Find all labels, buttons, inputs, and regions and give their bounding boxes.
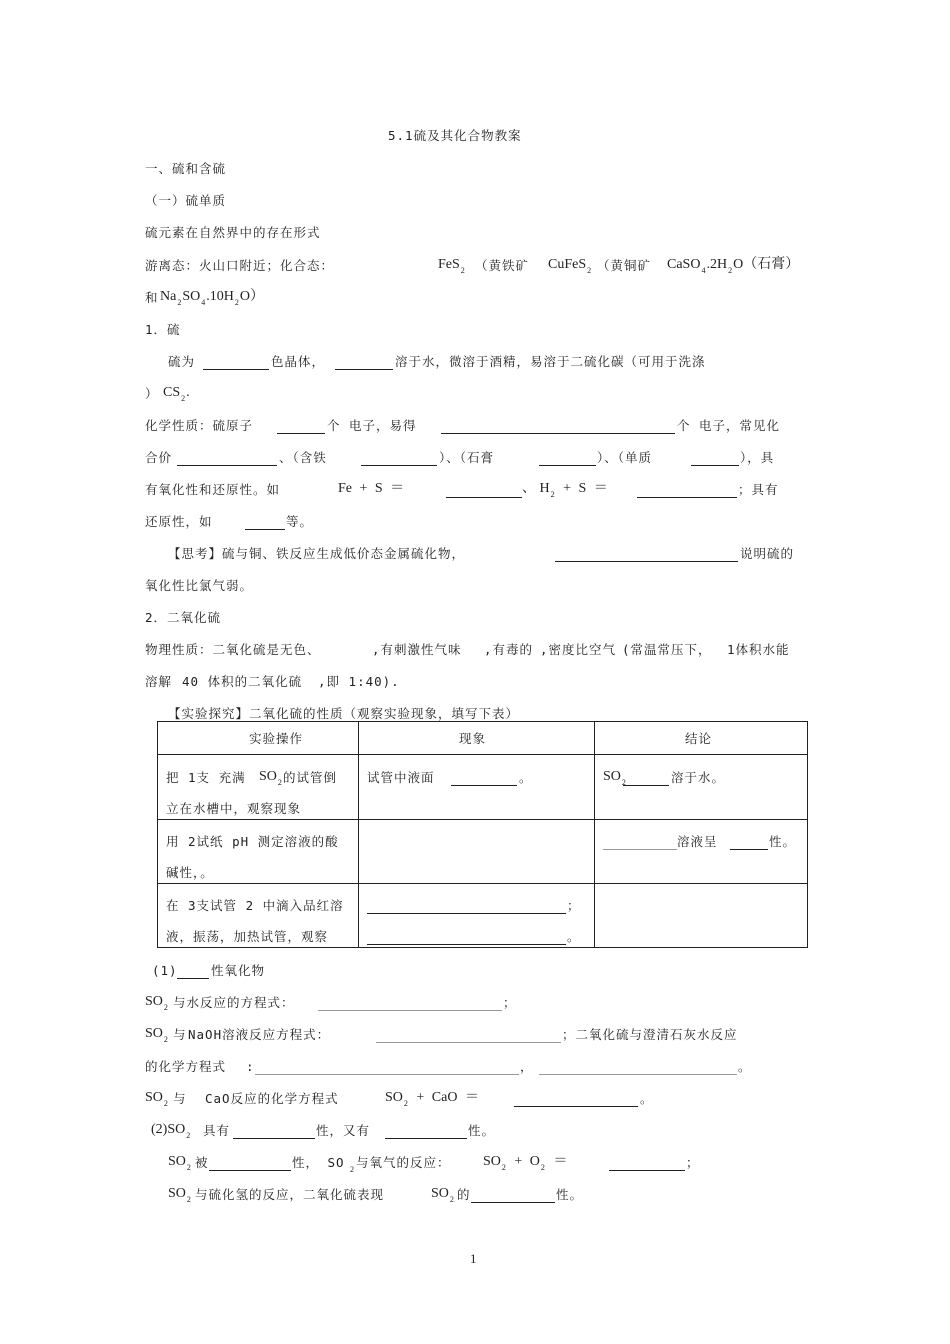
formula: $SO_2$ — [145, 1026, 168, 1044]
text-line: 1体积水能 — [727, 642, 790, 657]
fill-blank[interactable] — [691, 465, 739, 466]
text-line: $_2$与氧气的反应： — [350, 1155, 451, 1174]
text-line: 与 — [173, 1091, 187, 1106]
text-line: ；二氧化硫与澄清石灰水反应 — [562, 1027, 738, 1042]
text-line: 的化学方程式 — [145, 1059, 227, 1074]
fill-blank[interactable] — [367, 944, 566, 945]
text-line: 被 — [195, 1155, 209, 1170]
text-line: 与硫化氢的反应，二氧化硫表现 — [195, 1187, 385, 1202]
text-line: ， — [520, 1059, 534, 1074]
text-line: （黄铁矿 — [475, 258, 530, 273]
experiment-intro: 【实验探究】二氧化硫的性质（观察实验现象，填写下表） — [168, 706, 520, 721]
text-line: ,有刺激性气味 — [372, 642, 462, 657]
text-line: ,即 1:40). — [318, 674, 400, 689]
table-cell: 用 2试纸 pH 测定溶液的酸 碱性，。 — [158, 820, 359, 884]
text-line: 色晶体， — [271, 354, 326, 369]
table-row — [158, 755, 808, 820]
table-cell — [359, 820, 595, 884]
formula: $SO_2$ — [168, 1154, 191, 1172]
fill-blank[interactable] — [539, 1074, 737, 1075]
text-line: 游离态：火山口附近；化合态： — [145, 258, 335, 273]
text-line: 【思考】硫与铜、铁反应生成低价态金属硫化物， — [168, 546, 466, 561]
formula: FeS$_2$ — [438, 257, 465, 275]
formula: $CaSO_4.2H_2O$（石膏） — [667, 257, 800, 275]
text-line: ,有毒的 — [484, 642, 534, 657]
table-cell: 把 1支 充满 $SO_2$ 的试管倒 立在水槽中，观察现象 — [158, 755, 359, 820]
fill-blank[interactable] — [385, 1138, 467, 1139]
fill-blank[interactable] — [730, 849, 768, 850]
experiment-table — [157, 721, 808, 948]
fill-blank[interactable] — [233, 1138, 315, 1139]
text-line: （黄铜矿 — [597, 258, 652, 273]
text-line: 具有 — [203, 1123, 231, 1138]
text-line: (常温常压下， — [622, 642, 712, 657]
text-line: 。 — [640, 1091, 654, 1106]
formula: $Na_2SO_4.10H_2O$） — [160, 289, 264, 307]
numbered-heading: 2．二氧化硫 — [145, 610, 222, 625]
text-line: 性氧化物 — [211, 963, 266, 978]
formula: $(2)SO_2$ — [151, 1122, 191, 1140]
table-cell: $SO_2$ 溶于水。 — [595, 755, 808, 820]
text-line: ； — [686, 1155, 700, 1170]
text-line: NaOH溶液反应方程式： — [188, 1027, 331, 1042]
table-cell — [595, 884, 808, 948]
text-line: 硫为 — [168, 354, 196, 369]
fill-blank[interactable] — [637, 497, 737, 498]
fill-blank[interactable] — [177, 465, 277, 466]
text-line: CaO反应的化学方程式 — [205, 1091, 339, 1106]
table-cell: ； 。 — [359, 884, 595, 948]
text-line: 。 — [738, 1059, 752, 1074]
table-cell: 溶液呈 性。 — [595, 820, 808, 884]
text-line: 性。 — [556, 1187, 584, 1202]
text-line: 等。 — [286, 514, 314, 529]
table-header-cell: 结论 — [595, 722, 808, 755]
fill-blank[interactable] — [539, 465, 596, 466]
page-title: 5.1硫及其化合物教案 — [388, 128, 522, 143]
equation: 、 $H_2 + S$ ＝ — [522, 481, 608, 499]
table-header-cell: 现象 — [359, 722, 595, 755]
fill-blank[interactable] — [609, 1170, 685, 1171]
text-line: 溶于水，微溶于酒精，易溶于二硫化碳（可用于洗涤 — [395, 354, 706, 369]
equation: $SO_2$ + CaO ＝ — [385, 1090, 479, 1108]
text-line: (1) — [152, 963, 178, 978]
text-line: 与水反应的方程式： — [173, 995, 295, 1010]
fill-blank[interactable] — [367, 913, 566, 914]
text-line: 性。 — [468, 1123, 496, 1138]
text-line: 个 电子，常见化 — [677, 418, 781, 433]
text-line: ）、（单质 — [597, 450, 653, 465]
fill-blank[interactable] — [335, 369, 393, 370]
page-number: 1 — [470, 1251, 477, 1266]
text-line: ） — [145, 386, 159, 401]
table-header-cell: 实验操作 — [158, 722, 359, 755]
text-line: 还原性，如 — [145, 514, 213, 529]
fill-blank[interactable] — [376, 1042, 561, 1043]
table-cell: 试管中液面 。 — [359, 755, 595, 820]
fill-blank[interactable] — [471, 1202, 555, 1203]
text-line: 化学性质：硫原子 — [145, 418, 254, 433]
text-line: 硫元素在自然界中的存在形式 — [145, 225, 321, 240]
fill-blank[interactable] — [446, 497, 522, 498]
text-line: ）、（石膏 — [439, 450, 495, 465]
section-heading: 一、硫和含硫 — [145, 161, 227, 176]
equation: Fe + S ＝ — [338, 481, 405, 496]
text-line: ,密度比空气 — [540, 642, 617, 657]
text-line: 物理性质：二氧化硫是无色、 — [145, 642, 321, 657]
text-line: 与 — [173, 1027, 187, 1042]
formula: $SO_2$ — [168, 1186, 191, 1204]
fill-blank[interactable] — [255, 1074, 519, 1075]
subsection-heading: （一）硫单质 — [145, 193, 227, 208]
fill-blank[interactable] — [441, 433, 675, 434]
fill-blank[interactable] — [318, 1010, 502, 1011]
text-line: 、（含铁 — [279, 450, 327, 465]
numbered-heading: 1．硫 — [145, 322, 181, 337]
fill-blank[interactable] — [209, 1170, 291, 1171]
text-line: 和 — [145, 290, 159, 305]
table-row — [158, 820, 808, 884]
fill-blank[interactable] — [451, 785, 517, 786]
fill-blank[interactable] — [277, 433, 325, 434]
text-line: 的 — [457, 1187, 471, 1202]
text-line: 有氧化性和还原性。如 — [145, 482, 281, 497]
formula: $SO_2$ — [431, 1186, 454, 1204]
table-cell: 在 3支试管 2 中滴入品红溶 液，振荡，加热试管，观察 — [158, 884, 359, 948]
text-line: 说明硫的 — [740, 546, 795, 561]
fill-blank[interactable] — [245, 529, 285, 530]
formula: $CS_2$. — [163, 385, 190, 403]
fill-blank[interactable] — [555, 561, 738, 562]
text-line: ），具 — [740, 450, 775, 465]
fill-blank[interactable] — [603, 849, 677, 850]
text-line: 个 电子，易得 — [327, 418, 417, 433]
equation: $SO_2 + O_2$ ＝ — [483, 1154, 568, 1172]
text-line: ； — [503, 995, 517, 1010]
text-line: 性， SO — [292, 1155, 345, 1170]
fill-blank[interactable] — [361, 465, 437, 466]
fill-blank[interactable] — [514, 1106, 638, 1107]
text-line: 40 体积的二氧化硫 — [182, 674, 303, 689]
text-line: : — [246, 1059, 255, 1074]
text-line: 合价 — [145, 450, 173, 465]
table-row — [158, 884, 808, 948]
formula: CuFeS$_2$ — [548, 257, 592, 275]
fill-blank[interactable] — [623, 785, 669, 786]
formula: $SO_2$ — [145, 994, 168, 1012]
fill-blank[interactable] — [177, 978, 209, 979]
text-line: 性，又有 — [316, 1123, 371, 1138]
text-line: 氧化性比氯气弱。 — [145, 578, 254, 593]
text-line: ；具有 — [738, 482, 779, 497]
formula: $SO_2$ — [145, 1090, 168, 1108]
fill-blank[interactable] — [203, 369, 269, 370]
text-line: 溶解 — [145, 674, 173, 689]
